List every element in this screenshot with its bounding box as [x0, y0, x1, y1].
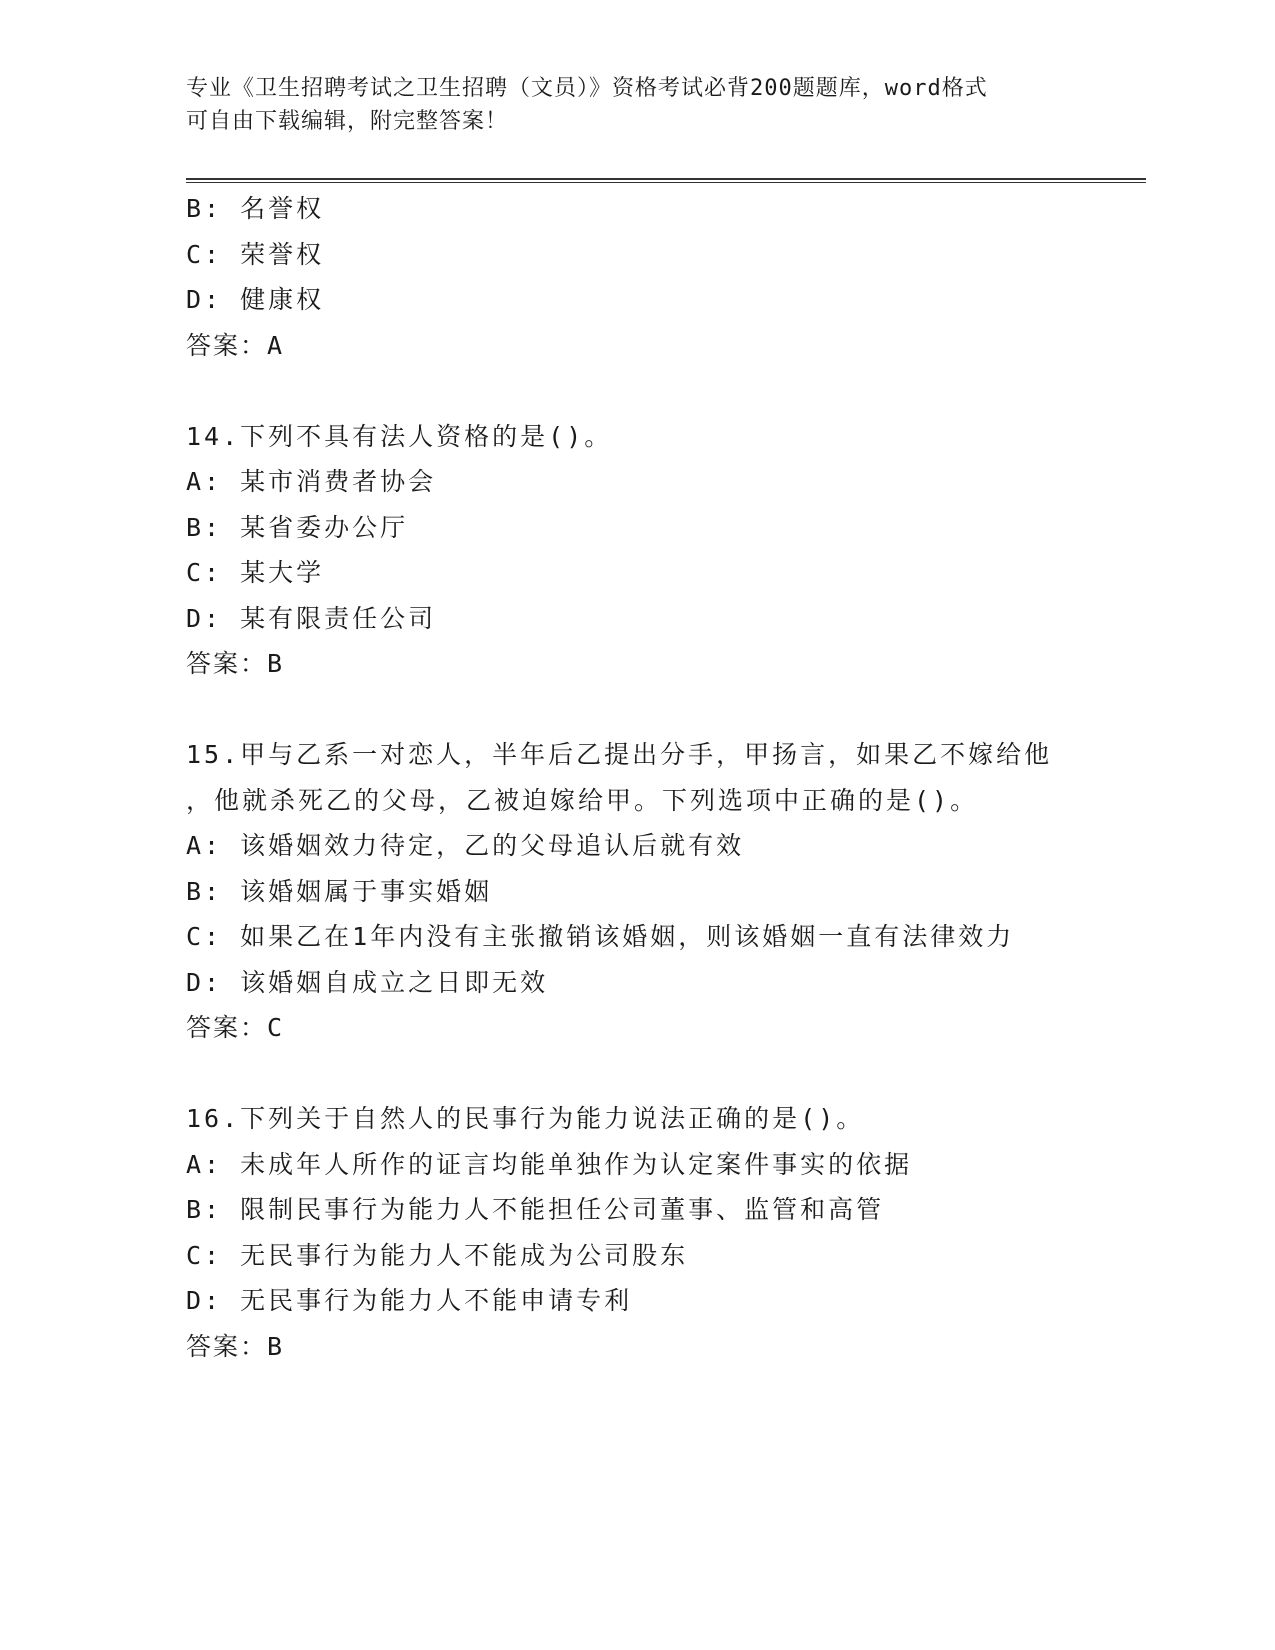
- question-list: [186, 186, 1146, 1369]
- option-a: A: 某市消费者协会: [186, 467, 437, 496]
- question-stem: 16.下列关于自然人的民事行为能力说法正确的是()。: [186, 1104, 865, 1133]
- question-stem: 14.下列不具有法人资格的是()。: [186, 421, 613, 451]
- answer-value: B: [267, 649, 284, 678]
- answer-value: B: [267, 1331, 284, 1361]
- question-block-14: [186, 414, 1146, 687]
- answer-value: C: [267, 1013, 284, 1042]
- option-d: D: 无民事行为能力人不能申请专利: [186, 1286, 633, 1315]
- answer-label: 答案：: [186, 1331, 268, 1361]
- option-a: A: 未成年人所作的证言均能单独作为认定案件事实的依据: [186, 1149, 913, 1179]
- answer-line: [186, 1005, 1146, 1051]
- spacer: [186, 368, 1146, 414]
- spacer: [186, 687, 1146, 733]
- option-c: C: 某大学: [186, 558, 325, 587]
- option-b: B: 某省委办公厅: [186, 512, 409, 542]
- option-b: B: 名誉权: [186, 194, 325, 223]
- spacer: [186, 1051, 1146, 1097]
- answer-value: A: [267, 330, 284, 360]
- question-block-prev: [186, 186, 1146, 368]
- answer-line: [186, 641, 1146, 687]
- option-c: C: 如果乙在1年内没有主张撤销该婚姻，则该婚姻一直有法律效力: [186, 922, 1015, 951]
- option-d: D: 该婚姻自成立之日即无效: [186, 967, 549, 997]
- option-b: B: 限制民事行为能力人不能担任公司董事、监管和高管: [186, 1195, 885, 1224]
- answer-line: [186, 1324, 1146, 1370]
- answer-line: [186, 323, 1146, 369]
- option-d: D: 某有限责任公司: [186, 603, 437, 633]
- header-line-1: 专业《卫生招聘考试之卫生招聘（文员）》资格考试必背200题题库，word格式: [186, 76, 988, 101]
- option-d: D: 健康权: [186, 285, 325, 314]
- answer-label: 答案：: [186, 330, 268, 360]
- option-b: B: 该婚姻属于事实婚姻: [186, 876, 493, 906]
- document-header: [186, 72, 1086, 138]
- question-block-16: [186, 1096, 1146, 1369]
- option-a: A: 该婚姻效力待定，乙的父母追认后就有效: [186, 831, 745, 860]
- question-block-15: [186, 732, 1146, 1051]
- answer-label: 答案：: [186, 649, 268, 678]
- option-c: C: 无民事行为能力人不能成为公司股东: [186, 1240, 689, 1270]
- header-divider: [186, 178, 1146, 183]
- question-stem-continued: ，他就杀死乙的父母，乙被迫嫁给甲。下列选项中正确的是()。: [186, 785, 979, 815]
- answer-label: 答案：: [186, 1013, 268, 1042]
- question-stem: 15.甲与乙系一对恋人，半年后乙提出分手，甲扬言，如果乙不嫁给他: [186, 740, 1053, 769]
- option-c: C: 荣誉权: [186, 239, 325, 269]
- header-line-2: 可自由下载编辑，附完整答案！: [186, 109, 509, 134]
